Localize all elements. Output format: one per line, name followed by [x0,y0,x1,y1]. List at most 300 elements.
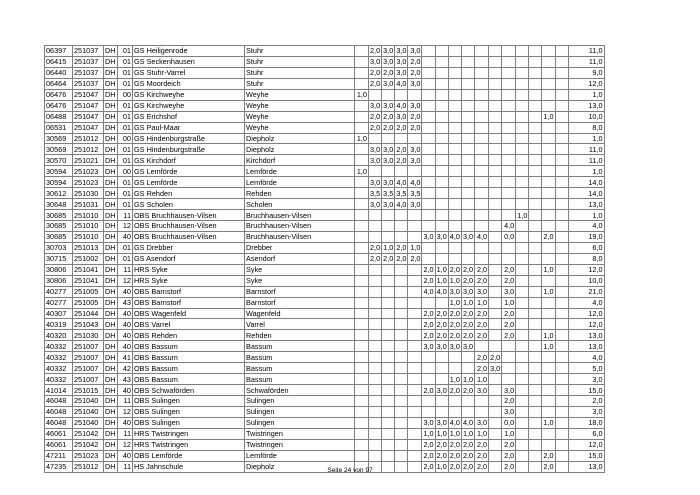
table-cell [422,111,435,122]
table-cell: 12 [118,221,133,232]
table-cell [529,417,542,428]
table-cell [369,363,382,374]
table-cell [516,89,529,100]
table-cell: 251047 [73,89,104,100]
table-cell: 3,5 [370,188,381,198]
table-cell: OBS Bassum [133,363,245,374]
table-row [45,89,605,100]
table-cell: Lemförde [245,166,355,177]
table-cell [395,286,408,297]
table-cell [502,177,516,188]
table-cell: 251023 [73,166,104,177]
table-cell: 46048 [45,406,73,417]
table-cell: 3,0 [383,46,394,56]
table-cell: 251044 [73,308,104,319]
table-cell: 01 [118,253,133,264]
table-cell: Schwaförden [245,385,355,396]
table-row [45,78,605,89]
table-cell [461,166,474,177]
table-row [45,352,605,363]
table-cell [529,100,542,111]
table-cell [448,46,461,57]
table-cell [529,242,542,253]
table-cell: Sulingen [245,406,355,417]
table-cell [489,330,502,341]
table-cell: 40 [118,450,133,461]
table-cell: Wagenfeld [245,308,355,319]
table-cell: 4,0 [396,199,407,209]
table-cell [516,297,529,308]
table-cell [422,89,435,100]
table-cell: 01 [118,177,133,188]
table-cell: 01 [118,199,133,210]
table-row [45,100,605,111]
table-cell [369,231,382,242]
table-cell [382,439,395,450]
table-cell: DH [105,144,116,154]
table-cell [489,319,502,330]
table-cell [408,308,422,319]
table-cell: HRS Syke [133,264,245,275]
table-cell [489,111,502,122]
table-cell [422,352,435,363]
table-cell [555,231,568,242]
table-row [45,166,605,177]
table-cell [529,133,542,144]
table-cell [542,406,555,417]
table-cell: 251040 [73,417,104,428]
table-cell [448,144,461,155]
table-cell [475,56,489,67]
table-cell: 251037 [73,56,104,67]
table-cell [502,78,516,89]
table-cell [382,133,395,144]
table-cell: HRS Twistringen [133,428,245,439]
table-cell [489,341,502,352]
table-cell [489,374,502,385]
table-cell [475,67,489,78]
table-cell: 3,0 [475,417,489,428]
table-cell: DH [105,133,116,143]
table-cell [502,67,516,78]
table-cell [555,199,568,210]
table-cell: 06397 [45,46,73,57]
table-cell [489,385,502,396]
table-cell: 19,0 [568,231,604,242]
table-cell: OBS Bassum [133,341,245,352]
table-cell [516,330,529,341]
table-cell [395,352,408,363]
table-cell: 251012 [73,133,104,144]
table-cell [542,100,555,111]
table-cell: 2,0 [462,265,474,275]
table-cell: 2,0 [423,462,434,472]
table-cell [516,428,529,439]
table-cell [408,221,422,232]
table-cell: 4,0 [475,231,489,242]
table-cell [529,286,542,297]
table-cell [461,188,474,199]
table-cell: OBS Schwaförden [133,385,245,396]
table-cell: 251023 [73,177,104,188]
table-cell: 40 [118,417,133,428]
table-row [45,341,605,352]
table-cell: 18,0 [568,417,604,428]
table-cell [529,56,542,67]
table-cell: 2,0 [396,243,407,253]
table-cell [475,166,489,177]
table-cell [475,144,489,155]
table-cell [555,428,568,439]
table-cell [516,133,529,144]
page-footer: Seite 24 von 97 [327,467,373,474]
table-cell: DH [105,155,116,165]
table-row [45,417,605,428]
table-body [45,46,605,473]
table-cell: 1,0 [502,297,516,308]
table-cell [369,417,382,428]
table-cell: 251007 [73,374,104,385]
table-cell: 1,0 [355,133,369,144]
table-cell [448,111,461,122]
table-cell: 1,0 [355,89,369,100]
table-cell: 251037 [73,78,104,89]
table-cell: DH [105,451,116,461]
table-cell [502,341,516,352]
table-cell: DH [105,385,116,395]
table-cell [461,396,474,407]
table-cell [461,253,474,264]
table-cell: 3,0 [408,155,422,166]
table-cell: DH [105,101,116,111]
table-cell [369,297,382,308]
table-cell [555,155,568,166]
table-cell: 1,0 [475,297,489,308]
table-cell: 4,0 [449,232,460,242]
table-cell [448,133,461,144]
table-cell [422,46,435,57]
table-cell: 251047 [73,100,104,111]
table-cell: 30806 [45,264,73,275]
table-cell [448,210,461,221]
table-cell [502,155,516,166]
table-cell: 30612 [45,188,73,199]
table-cell: 3,0 [408,144,422,155]
table-cell: OBS Bruchhausen-Vilsen [133,221,245,232]
table-cell: Barnstorf [245,297,355,308]
table-cell [369,133,382,144]
table-cell: 12,0 [568,308,604,319]
table-cell [395,133,408,144]
table-cell: 2,0 [370,123,381,133]
table-cell [489,199,502,210]
table-cell [422,221,435,232]
table-cell [422,396,435,407]
table-cell: 251042 [73,439,104,450]
table-cell [475,406,489,417]
table-cell: 40332 [45,374,73,385]
table-cell: Lemförde [245,450,355,461]
table-cell [355,450,369,461]
table-cell [435,46,448,57]
table-cell: 30569 [45,144,73,155]
table-cell [448,155,461,166]
table-cell: Weyhe [245,111,355,122]
table-cell: 06531 [45,122,73,133]
table-cell [555,89,568,100]
table-cell: 2,0 [408,67,422,78]
table-cell [516,286,529,297]
table-cell: 1,0 [449,298,460,308]
table-cell [408,286,422,297]
table-cell [489,46,502,57]
table-cell: DH [105,79,116,89]
table-cell: 2,0 [449,385,460,395]
table-cell: Stuhr [245,78,355,89]
table-cell: Drebber [245,242,355,253]
table-cell [542,253,555,264]
table-cell [395,396,408,407]
table-cell: OBS Bassum [133,374,245,385]
table-cell [555,100,568,111]
table-cell [435,210,448,221]
table-cell: DH [105,407,116,417]
table-cell [382,330,395,341]
table-cell: 1,0 [543,341,554,351]
table-cell [355,363,369,374]
table-cell [461,67,474,78]
table-cell [475,100,489,111]
table-cell [542,46,555,57]
table-cell: 47211 [45,450,73,461]
table-cell [461,89,474,100]
table-cell: 1,0 [568,210,604,221]
table-cell: 2,0 [502,275,516,286]
table-row [45,210,605,221]
table-cell [555,341,568,352]
table-cell [435,199,448,210]
table-cell [355,319,369,330]
table-cell: 11,0 [568,56,604,67]
table-cell [408,341,422,352]
table-row [45,275,605,286]
table-cell [395,231,408,242]
table-cell [529,297,542,308]
table-cell: 11 [118,210,133,221]
table-cell: 12 [118,439,133,450]
table-cell: 30594 [45,166,73,177]
table-cell [435,242,448,253]
table-cell: 12 [118,275,133,286]
table-cell [516,396,529,407]
table-cell: 13,0 [568,100,604,111]
table-cell: 2,0 [449,330,460,340]
table-row [45,286,605,297]
table-cell: DH [105,418,116,428]
table-cell [395,374,408,385]
table-cell: 01 [118,67,133,78]
table-row [45,177,605,188]
table-cell [355,199,369,210]
table-cell [529,374,542,385]
table-cell [542,297,555,308]
table-cell: Diepholz [245,133,355,144]
table-cell [422,199,435,210]
table-cell [435,177,448,188]
table-cell: Bruchhausen-Vilsen [245,221,355,232]
table-cell: 0,0 [502,417,516,428]
table-cell: 15,0 [568,450,604,461]
table-row [45,385,605,396]
table-cell [542,428,555,439]
table-cell: 2,0 [502,319,516,330]
table-cell: 3,5 [396,188,407,198]
table-cell: 3,0 [383,79,394,89]
table-cell: 3,0 [396,57,407,67]
table-cell [355,188,369,199]
table-cell [355,406,369,417]
table-cell: 14,0 [568,177,604,188]
table-cell [529,385,542,396]
table-cell: 3,0 [436,232,447,242]
table-cell [542,155,555,166]
table-cell [529,308,542,319]
table-cell [395,221,408,232]
table-cell [555,188,568,199]
table-cell: 251047 [73,111,104,122]
table-cell [395,308,408,319]
table-cell [489,188,502,199]
table-cell: 15,0 [568,385,604,396]
table-cell [355,78,369,89]
table-cell: 3,0 [408,78,422,89]
table-cell [502,199,516,210]
table-cell [422,297,435,308]
table-cell [502,242,516,253]
table-cell: Weyhe [245,100,355,111]
table-cell [516,450,529,461]
table-cell [355,417,369,428]
table-cell: 2,0 [370,68,381,78]
table-cell [355,275,369,286]
table-cell [461,155,474,166]
table-cell: 2,0 [370,243,381,253]
table-cell: 251031 [73,199,104,210]
table-cell: 01 [118,111,133,122]
table-cell: 2,0 [543,451,554,461]
table-cell: Syke [245,264,355,275]
table-cell [408,330,422,341]
table-cell: 2,0 [423,308,434,318]
table-cell [489,253,502,264]
table-cell: Twistringen [245,439,355,450]
table-cell: 2,0 [543,232,554,242]
table-cell [461,242,474,253]
table-cell: Diepholz [245,461,355,472]
table-cell: 43 [118,297,133,308]
table-cell: 01 [118,188,133,199]
table-row [45,221,605,232]
table-cell: 3,0 [462,232,474,242]
table-cell [355,67,369,78]
table-cell [461,46,474,57]
table-cell: Twistringen [245,428,355,439]
table-cell: Varrel [245,319,355,330]
table-cell [529,231,542,242]
table-cell: DH [105,276,116,286]
table-cell [355,111,369,122]
table-cell [382,231,395,242]
table-cell: DH [105,57,116,67]
table-cell [516,177,529,188]
table-cell [355,428,369,439]
table-cell [382,352,395,363]
table-cell [555,275,568,286]
table-cell [489,221,502,232]
table-cell [555,297,568,308]
table-cell: 1,0 [462,298,474,308]
table-cell: 251042 [73,428,104,439]
table-cell [502,100,516,111]
table-cell [408,297,422,308]
table-cell: 3,0 [408,100,422,111]
table-cell: OBS Bruchhausen-Vilsen [133,210,245,221]
table-cell [529,122,542,133]
table-cell: Bassum [245,374,355,385]
table-cell [555,450,568,461]
table-cell: 1,0 [543,418,554,428]
table-cell [369,221,382,232]
table-cell: 1,0 [423,429,434,439]
table-cell: 40332 [45,352,73,363]
table-cell [355,221,369,232]
table-cell [516,352,529,363]
table-cell: 1,0 [449,374,460,384]
table-cell: DH [105,440,116,450]
table-cell: 10,0 [568,111,604,122]
table-cell [369,286,382,297]
table-cell: GS Asendorf [133,253,245,264]
table-cell [435,374,448,385]
table-cell: 30703 [45,242,73,253]
table-cell: 2,0 [462,451,474,461]
table-cell: 1,0 [475,428,489,439]
table-cell: 2,0 [370,46,381,56]
table-cell [542,56,555,67]
table-cell: 47235 [45,461,73,472]
table-cell: 3,0 [370,177,381,187]
table-cell [435,221,448,232]
table-cell: 251005 [73,297,104,308]
table-row [45,406,605,417]
table-cell [395,89,408,100]
table-cell: DH [105,210,116,220]
table-cell: 2,0 [423,451,434,461]
table-cell [395,385,408,396]
table-cell: 251040 [73,396,104,407]
table-cell: 40 [118,341,133,352]
table-cell: DH [105,319,116,329]
table-cell: 251010 [73,210,104,221]
table-cell: 251012 [73,144,104,155]
table-cell [542,210,555,221]
table-cell: 2,0 [408,122,422,133]
table-cell: 3,0 [436,385,447,395]
table-cell: 1,0 [355,166,369,177]
table-cell [408,374,422,385]
table-cell [555,439,568,450]
table-cell: GS Lemförde [133,177,245,188]
